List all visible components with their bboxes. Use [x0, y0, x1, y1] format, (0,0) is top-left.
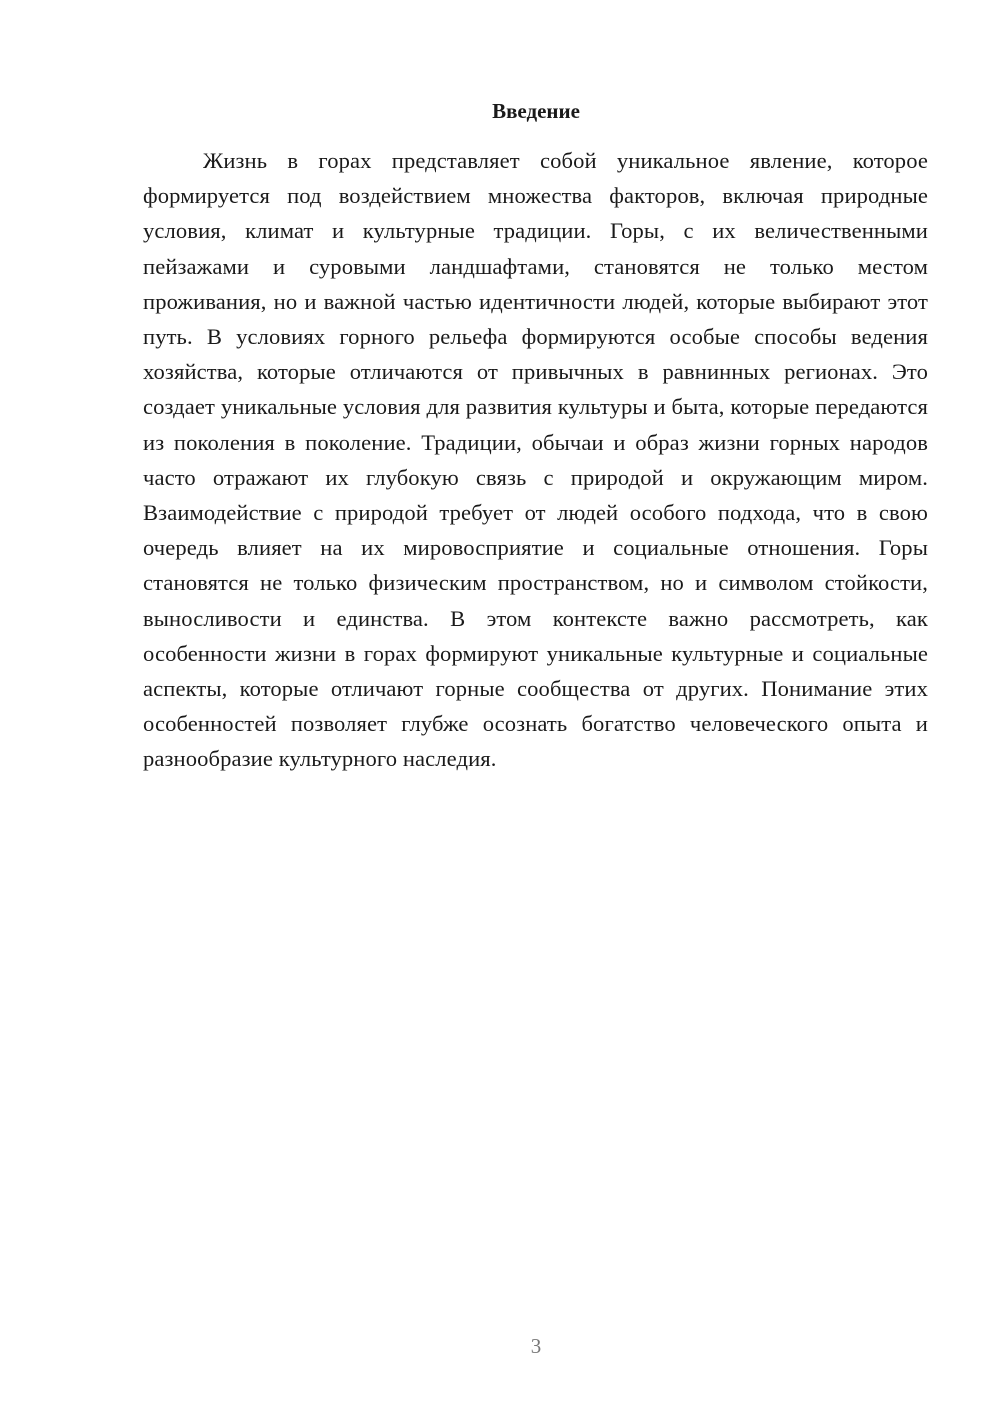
body-paragraph: Жизнь в горах представляет собой уникальное явление, которое формируется под воздействием множества факторов, включая природные условия, климат и культурные традиции. Горы, с их величественными пейзажами и суровыми ландшафтами, становятся не только местом проживания, но и важной частью идентичности людей, которые выбирают этот путь. В условиях горного рельефа формируются особые способы ведения хозяйства, которые отличаются от привычных в равнинных регионах. Это создает уникальные условия для развития культуры и быта, которые передаются из поколения в поколение. Традиции, обычаи и образ жизни горных народов часто отражают их глубокую связь с природой и окружающим миром. Взаимодействие с природой требует от людей особого подхода, что в свою очередь влияет на их мировосприятие и социальные отношения. Горы становятся не только физическим пространством, но и символом стойкости, выносливости и единства. В этом контексте важно рассмотреть, как особенности жизни в горах формируют уникальные культурные и социальные аспекты, которые отличают горные сообщества от других. Понимание этих особенностей позволяет глубже осознать богатство человеческого опыта и разнообразие культурного наследия.	[143, 148, 928, 772]
section-heading: Введение	[492, 99, 580, 123]
page-number: 3	[530, 1334, 542, 1358]
